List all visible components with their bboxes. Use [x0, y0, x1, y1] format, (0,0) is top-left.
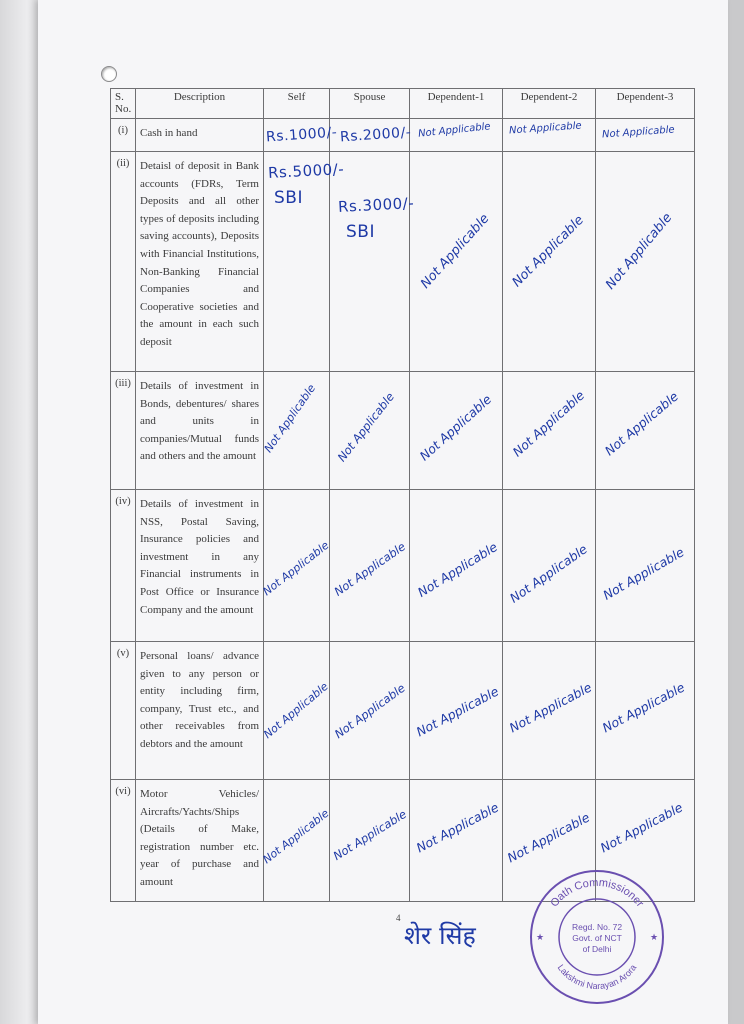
stamp-title: Oath Commissioner [548, 876, 646, 910]
handwritten-amount: Rs.3000/- [337, 194, 415, 216]
handwritten-note: Not Applicable [413, 683, 502, 740]
header-spouse: Spouse [330, 89, 410, 119]
cell-spouse [330, 152, 415, 372]
handwritten-note: Not Applicable [260, 806, 332, 867]
handwritten-note: Not Applicable [504, 809, 593, 866]
stamp-line-3: of Delhi [582, 944, 612, 954]
handwritten-amount: Rs.5000/- [267, 160, 345, 182]
cell-dependent-1 [410, 642, 503, 780]
handwritten-note: Not Applicable [413, 799, 502, 856]
handwritten-note: Not Applicable [416, 391, 495, 464]
handwritten-note: Not Applicable [418, 211, 493, 292]
row-description: Details of investment in NSS, Postal Saving, Insurance policies and investment in any Financial instruments in Post Office or Insurance Company and the amount [136, 490, 264, 642]
table-row [111, 152, 695, 372]
star-icon: ★ [650, 932, 659, 942]
cell-spouse [330, 642, 410, 780]
cell-self [264, 119, 338, 152]
handwritten-note: Not Applicable [601, 388, 682, 459]
handwritten-note: Not Applicable [603, 210, 676, 293]
handwritten-note: Not Applicable [331, 680, 408, 742]
cell-self [261, 372, 330, 490]
row-description: Details of investment in Bonds, debentures/ shares and units in companies/Mutual funds and others and the amount [136, 372, 264, 490]
cell-dependent-1 [410, 780, 503, 902]
row-description: Motor Vehicles/ Aircrafts/Yachts/Ships (Details of Make, registration number etc. year of purchase and amount [136, 780, 264, 902]
assets-declaration-table [110, 88, 695, 902]
cell-dependent-2 [503, 119, 596, 152]
handwritten-bank: SBI [346, 222, 375, 242]
handwritten-note: Not Applicable [506, 541, 590, 606]
row-sno: (ii) [111, 152, 136, 372]
handwritten-amount: Rs.1000/- [265, 124, 338, 146]
header-dependent-1: Dependent-1 [410, 89, 503, 119]
handwritten-note: Not Applicable [508, 120, 582, 137]
header-dependent-2: Dependent-2 [503, 89, 596, 119]
row-sno: (v) [111, 642, 136, 780]
table-header-row [111, 89, 695, 119]
handwritten-note: Not Applicable [261, 382, 319, 455]
handwritten-note: Not Applicable [417, 121, 492, 140]
row-description: Detaisl of deposit in Bank accounts (FDRs, Term Deposits and all other types of deposits including saving accounts), Deposits with Financial Institutions, Non-Banking Financial Companies and Cooperative societies and the amount in each such deposit [136, 152, 264, 372]
handwritten-note: Not Applicable [600, 544, 687, 603]
stamp-line-1: Regd. No. 72 [571, 922, 623, 932]
header-self: Self [264, 89, 330, 119]
table-row [111, 642, 695, 780]
cell-dependent-3 [596, 372, 695, 490]
handwritten-note: Not Applicable [509, 387, 588, 460]
handwritten-note: Not Applicable [599, 679, 688, 736]
cell-dependent-3 [596, 642, 695, 780]
cell-dependent-3 [596, 490, 695, 642]
cell-self [264, 152, 345, 372]
handwritten-note: Not Applicable [334, 389, 398, 465]
stamp-line-2: Govt. of NCT [572, 933, 622, 943]
cell-dependent-2 [503, 152, 596, 372]
table-row [111, 372, 695, 490]
cell-spouse [330, 372, 410, 490]
cell-spouse [330, 119, 410, 152]
cell-dependent-2 [503, 372, 596, 490]
cell-dependent-1 [410, 490, 503, 642]
header-description: Description [136, 89, 264, 119]
cell-spouse [330, 780, 410, 902]
handwritten-note: Not Applicable [414, 539, 500, 600]
header-dependent-3: Dependent-3 [596, 89, 695, 119]
table-row [111, 490, 695, 642]
handwritten-note: Not Applicable [330, 806, 409, 864]
cell-dependent-3 [596, 119, 695, 152]
cell-self [260, 780, 332, 902]
binding-shadow [0, 0, 38, 1024]
stamp-name: Lakshmi Narayan Arora [555, 962, 639, 992]
cell-dependent-2 [503, 490, 596, 642]
cell-spouse [330, 490, 410, 642]
table-row [111, 119, 695, 152]
oath-commissioner-stamp [526, 866, 668, 1008]
handwritten-note: Not Applicable [601, 124, 675, 141]
handwritten-note: Not Applicable [261, 679, 331, 742]
row-sno: (iv) [111, 490, 136, 642]
handwritten-note: Not Applicable [331, 539, 409, 599]
page-number: 4 [396, 913, 401, 923]
cell-dependent-2 [503, 642, 596, 780]
cell-self [260, 490, 332, 642]
signature: शेर सिंह [404, 921, 476, 950]
cell-dependent-1 [410, 372, 503, 490]
punch-hole [101, 66, 117, 82]
handwritten-note: Not Applicable [509, 212, 587, 291]
cell-dependent-1 [410, 152, 503, 372]
star-icon: ★ [536, 932, 545, 942]
row-description: Cash in hand [136, 119, 264, 152]
handwritten-note: Not Applicable [597, 799, 686, 856]
cell-self [261, 642, 331, 780]
handwritten-bank: SBI [274, 188, 303, 208]
handwritten-amount: Rs.2000/- [339, 124, 412, 146]
row-sno: (iii) [111, 372, 136, 490]
header-sno: S. No. [111, 89, 136, 119]
cell-dependent-1 [410, 119, 503, 152]
row-sno: (i) [111, 119, 136, 152]
row-description: Personal loans/ advance given to any person or entity including firm, company, Trust etc., and other receivables from debtors and the amount [136, 642, 264, 780]
handwritten-note: Not Applicable [260, 538, 332, 599]
handwritten-note: Not Applicable [506, 679, 595, 736]
row-sno: (vi) [111, 780, 136, 902]
cell-dependent-3 [596, 152, 695, 372]
